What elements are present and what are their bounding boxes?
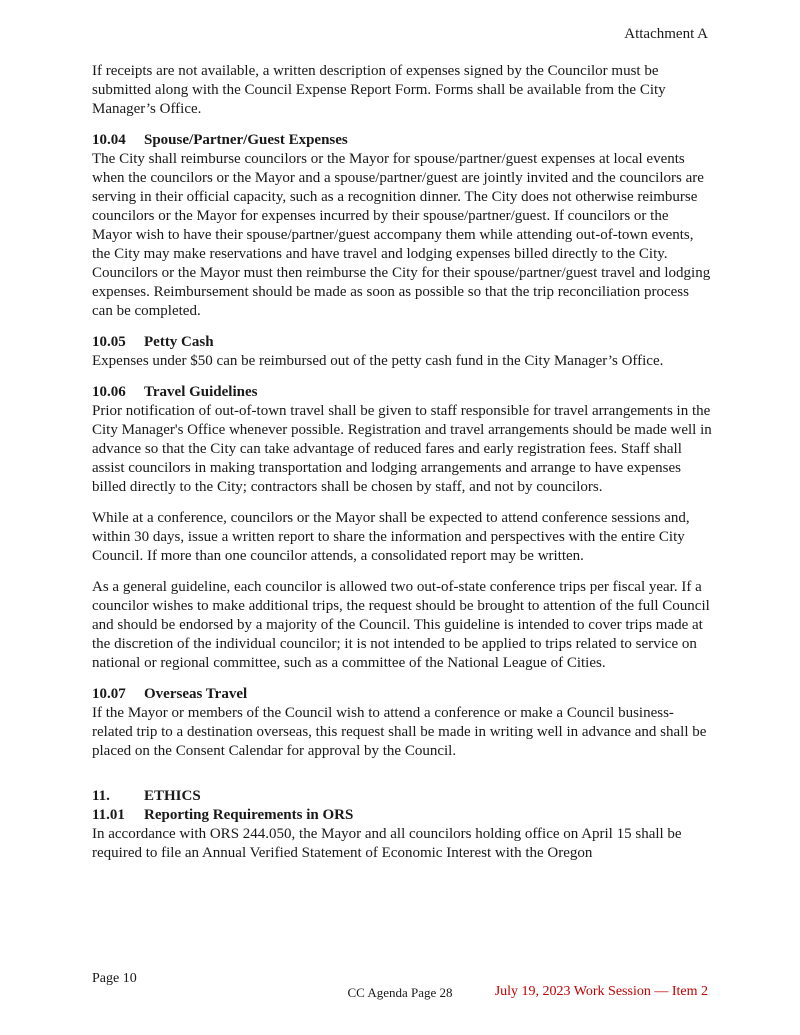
paragraph-petty-cash: Expenses under $50 can be reimbursed out of the petty cash fund in the City Manager’s Office. (92, 353, 664, 369)
section-heading-10-04 (92, 131, 712, 150)
footer-session-label: July 19, 2023 Work Session — Item 2 (494, 984, 708, 999)
section-number: 11. (92, 788, 110, 804)
paragraph-receipts: If receipts are not available, a written description of expenses signed by the Councilor must be submitted along with the Council Expense Report Form. Forms shall be available from the City Manager’s Office. (92, 63, 666, 117)
paragraph-overseas-travel: If the Mayor or members of the Council wish to attend a conference or make a Council business-related trip to a destination overseas, this request shall be made in writing well in advance and shall be placed on the Consent Calendar for approval by the Council. (92, 705, 707, 759)
paragraph-conference-report: While at a conference, councilors or the Mayor shall be expected to attend conference sessions and, within 30 days, issue a written report to share the information and perspectives with the entire City Council. If more than one councilor attends, a consolidated report may be written. (92, 510, 690, 564)
section-number: 10.06 (92, 384, 126, 400)
section-title: ETHICS (144, 788, 201, 804)
section-heading-11 (92, 787, 712, 806)
attachment-label: Attachment A (624, 26, 708, 42)
paragraph-spouse-expenses: The City shall reimburse councilors or the Mayor for spouse/partner/guest expenses at local events when the councilors or the Mayor and a spouse/partner/guest are jointly invited and the councilors are serving in their official capacity, such as a recognition dinner. The City does not otherwise reimburse councilors or the Mayor for expenses incurred by their spouse/partner/guest. If councilors or the Mayor wish to have their spouse/partner/guest accompany them while attending out-of-town events, the City may make reservations and have travel and lodging expenses billed directly to the City. Councilors or the Mayor must then reimburse the City for their spouse/partner/guest travel and lodging expenses. Reimbursement should be made as soon as possible so that the trip reconciliation process can be completed. (92, 151, 711, 319)
section-title: Petty Cash (144, 334, 214, 350)
section-heading-10-07 (92, 685, 712, 704)
section-number: 10.07 (92, 686, 126, 702)
section-title: Travel Guidelines (144, 384, 258, 400)
section-heading-10-05 (92, 333, 712, 352)
section-heading-11-01 (92, 806, 712, 825)
section-number: 10.05 (92, 334, 126, 350)
footer-page-number: Page 10 (92, 971, 137, 986)
paragraph-trip-guideline: As a general guideline, each councilor is allowed two out-of-state conference trips per fiscal year. If a councilor wishes to make additional trips, the request should be brought to attention of the full Council and should be endorsed by a majority of the Council. This guideline is intended to cover trips made at the discretion of the individual councilor; it is not intended to be applied to trips related to service on national or regional committee, such as a committee of the National League of Cities. (92, 579, 710, 671)
section-title: Overseas Travel (144, 686, 248, 702)
document-body (92, 62, 712, 875)
section-title: Reporting Requirements in ORS (144, 807, 354, 823)
paragraph-travel-notification: Prior notification of out-of-town travel shall be given to staff responsible for travel arrangements in the City Manager's Office whenever possible. Registration and travel arrangements should be made well in advance so that the City can take advantage of reduced fares and early registration fees. Staff shall assist councilors in making transportation and lodging arrangements and arrange to have expenses billed directly to the City; contractors shall be chosen by staff, and not by councilors. (92, 403, 712, 495)
footer-agenda-page: CC Agenda Page 28 (347, 985, 453, 1000)
section-number: 11.01 (92, 807, 125, 823)
paragraph-ors-reporting: In accordance with ORS 244.050, the Mayor and all councilors holding office on April 15 shall be required to file an Annual Verified Statement of Economic Interest with the Oregon (92, 826, 682, 861)
section-number: 10.04 (92, 132, 126, 148)
section-title: Spouse/Partner/Guest Expenses (144, 132, 348, 148)
section-heading-10-06 (92, 383, 712, 402)
